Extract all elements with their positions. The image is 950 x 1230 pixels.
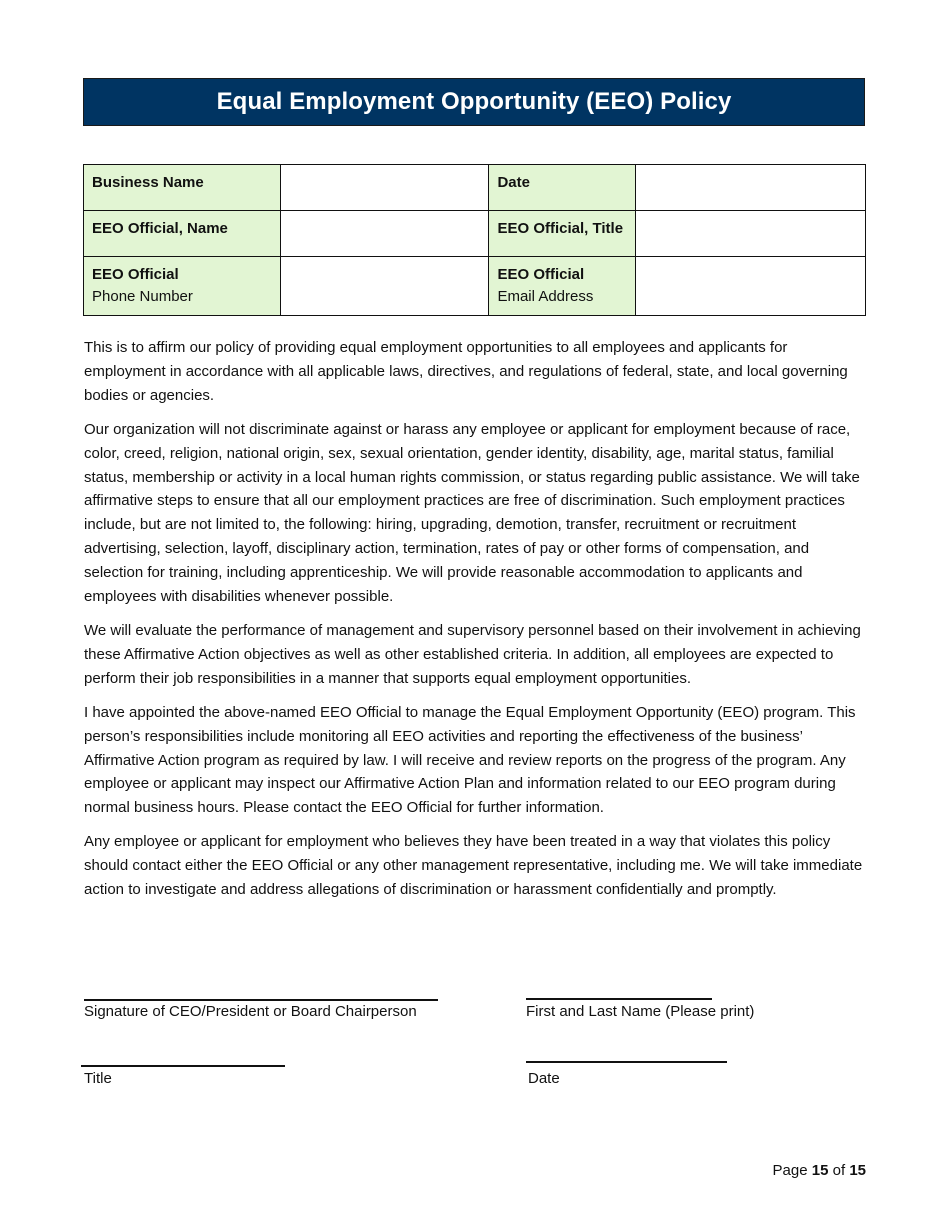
title-banner — [83, 78, 865, 126]
eeo-official-name-field[interactable] — [280, 211, 489, 257]
paragraph-complaints: Any employee or applicant for employment who believes they have been treated in a way that violates this policy should contact either the EEO Official or any other management representative, including me. We will take immediate action to investigate and address allegations of discrimination or harassment confidentially and promptly. — [84, 833, 863, 899]
table-row — [84, 257, 866, 316]
eeo-official-phone-label: EEO Official Phone Number — [84, 257, 281, 316]
table-row — [84, 211, 866, 257]
date-field[interactable] — [636, 165, 866, 211]
printed-name-label: First and Last Name (Please print) — [526, 1003, 755, 1020]
current-page: 15 — [811, 1162, 829, 1179]
eeo-official-email-label: EEO Official Email Address — [489, 257, 636, 316]
eeo-official-name-label: EEO Official, Name — [84, 211, 281, 257]
eeo-official-title-field[interactable] — [636, 211, 866, 257]
total-pages: 15 — [849, 1162, 866, 1179]
title-line[interactable] — [81, 1065, 285, 1067]
page-number: Page 15 of 15 — [772, 1162, 866, 1179]
ceo-signature-line[interactable] — [84, 999, 438, 1001]
eeo-official-title-label: EEO Official, Title — [489, 211, 636, 257]
printed-name-line[interactable] — [526, 998, 712, 1000]
paragraph-affirmation: This is to affirm our policy of providing equal employment opportunities to all employees and applicants for employment in accordance with all applicable laws, directives, and regulations of federal, state, and local governing bodies or agencies. — [84, 339, 848, 404]
business-name-label: Business Name — [84, 165, 281, 211]
eeo-official-email-field[interactable] — [636, 257, 866, 316]
policy-body — [84, 336, 866, 912]
date-signature-line[interactable] — [526, 1061, 727, 1063]
paragraph-nondiscrimination: Our organization will not discriminate against or harass any employee or applicant for employment because of race, color, creed, religion, national origin, sex, sexual orientation, gender identity, disability, age, marital status, familial status, membership or activity in a local human rights commission, or status regarding public assistance. We will take affirmative steps to ensure that all our employment practices are free of discrimination. Such employment practices include, but are not limited to, the following: hiring, upgrading, demotion, transfer, recruitment or recruitment advertising, selection, layoff, disciplinary action, termination, rates of pay or other forms of compensation, and selection for training, including apprenticeship. We will provide reasonable accommodation to applicants and employees with disabilities whenever possible. — [84, 420, 860, 606]
business-name-field[interactable] — [280, 165, 489, 211]
eeo-info-table — [83, 164, 866, 316]
date-label: Date — [489, 165, 636, 211]
date-signature-label: Date — [528, 1070, 560, 1087]
paragraph-evaluation: We will evaluate the performance of management and supervisory personnel based on their involvement in achieving these Affirmative Action objectives as well as other established criteria. In addition, all employees are expected to perform their job responsibilities in a manner that supports equal employment opportunities. — [84, 621, 861, 687]
ceo-signature-label: Signature of CEO/President or Board Chairperson — [84, 1003, 417, 1020]
table-row — [84, 165, 866, 211]
page-title: Equal Employment Opportunity (EEO) Policy — [216, 88, 732, 115]
paragraph-eeo-official: I have appointed the above-named EEO Official to manage the Equal Employment Opportunity (EEO) program. This person’s responsibilities include monitoring all EEO activities and reporting the effectiveness of the business’ Affirmative Action program as required by law. I will receive and review reports on the progress of the program. Any employee or applicant may inspect our Affirmative Action Plan and information related to our EEO program during normal business hours. Please contact the EEO Official for further information. — [84, 703, 856, 817]
title-label: Title — [84, 1070, 112, 1087]
eeo-official-phone-field[interactable] — [280, 257, 489, 316]
